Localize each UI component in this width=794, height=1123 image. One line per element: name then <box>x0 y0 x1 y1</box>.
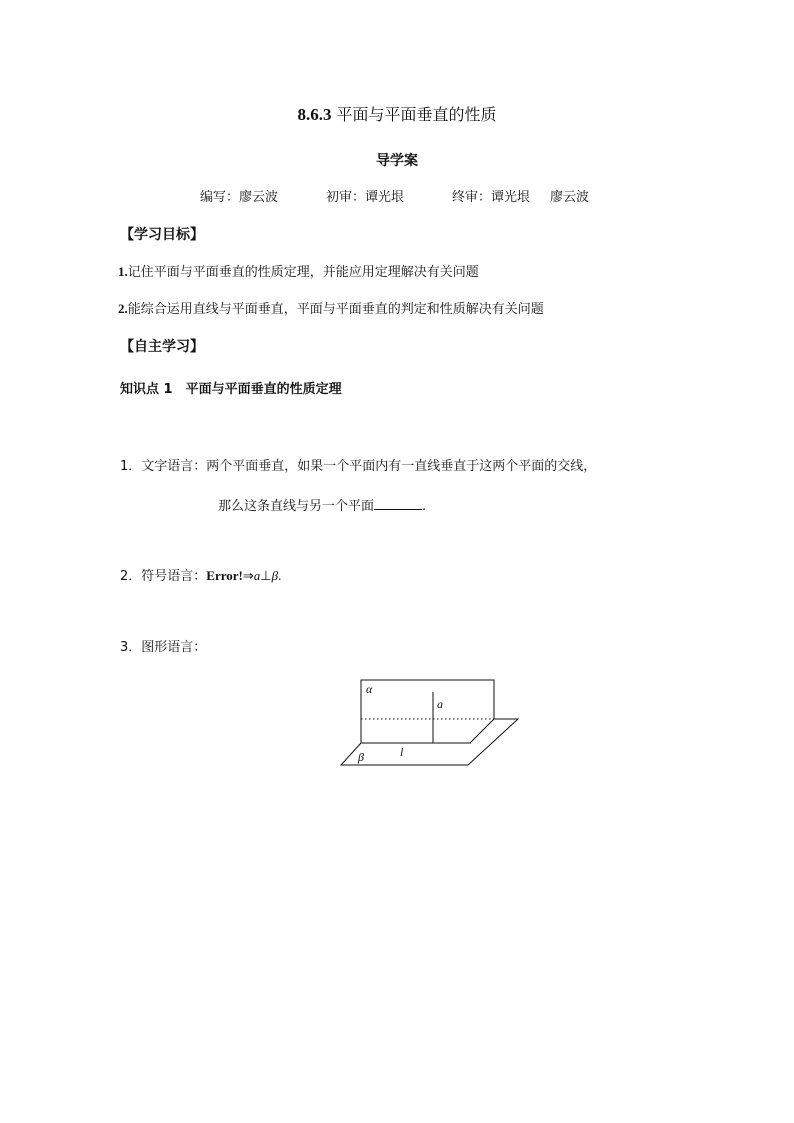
final-review-credit: 终审：谭光垠 <box>452 190 531 205</box>
text-language-end: . <box>422 499 427 514</box>
page-title <box>0 106 794 123</box>
text-language-cont: 那么这条直线与另一个平面 <box>218 499 375 514</box>
symbol-language-line <box>120 569 281 583</box>
graphic-language-label: 3．图形语言： <box>120 640 207 655</box>
math-a: a <box>253 568 261 583</box>
text-language-line <box>120 460 596 473</box>
label-l: l <box>400 745 404 759</box>
plane-perpendicular-figure <box>336 672 536 782</box>
writer-credit: 编写：廖云波 <box>200 190 279 205</box>
implies-symbol: ⇒ <box>242 568 254 583</box>
text-language-content: 两个平面垂直，如果一个平面内有一直线垂直于这两个平面的交线， <box>206 459 597 474</box>
symbol-language-label: 2．符号语言： <box>120 569 207 584</box>
math-beta: β <box>271 568 279 583</box>
label-beta: β <box>358 750 364 764</box>
first-review-credit: 初审：谭光垠 <box>326 190 405 205</box>
plane-alpha <box>361 680 494 719</box>
objective-1-text: 记住平面与平面垂直的性质定理，并能应用定理解决有关问题 <box>127 265 479 280</box>
objective-item-2 <box>118 302 544 316</box>
fill-in-blank <box>374 497 422 510</box>
text-language-label: 1．文字语言： <box>120 459 207 474</box>
label-a: a <box>437 697 443 711</box>
final-reviewer-second: 廖云波 <box>550 190 590 205</box>
title-text: 平面与平面垂直的性质 <box>336 105 497 124</box>
plane-beta <box>360 719 518 743</box>
text-language-continuation <box>218 497 426 513</box>
page-subtitle: 导学案 <box>376 153 418 169</box>
error-text: Error! <box>206 568 243 583</box>
alpha-right-lower <box>470 719 494 743</box>
title-number: 8.6.3 <box>297 105 332 124</box>
self-study-heading: 【自主学习】 <box>120 339 204 355</box>
objective-2-text: 能综合运用直线与平面垂直，平面与平面垂直的判定和性质解决有关问题 <box>127 302 544 317</box>
perp-symbol: ⊥ <box>260 568 272 583</box>
label-alpha: α <box>366 682 373 696</box>
math-period: . <box>278 568 282 583</box>
objective-1-number: 1. <box>118 264 128 279</box>
knowledge-point-title: 知识点 1 平面与平面垂直的性质定理 <box>120 382 342 397</box>
objective-item-1 <box>118 265 479 279</box>
objectives-heading: 【学习目标】 <box>120 227 204 243</box>
plane-beta-edges <box>341 719 518 765</box>
objective-2-number: 2. <box>118 301 128 316</box>
